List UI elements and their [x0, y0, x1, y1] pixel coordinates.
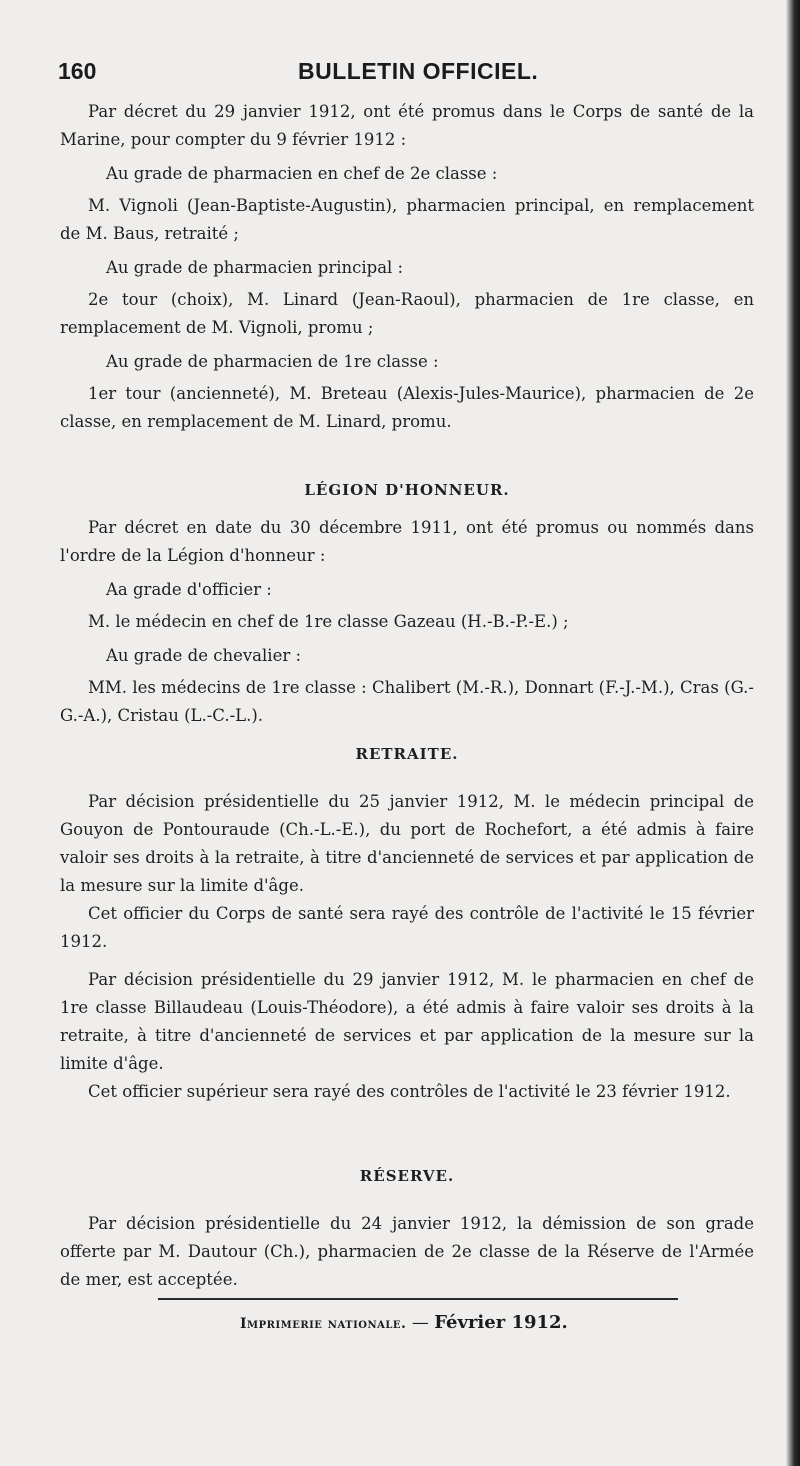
grade-heading-pharmacien-1re: Au grade de pharmacien de 1re classe : — [106, 352, 439, 371]
grade-heading-chevalier: Au grade de chevalier : — [106, 646, 302, 665]
running-title: BULLETIN OFFICIEL. — [298, 58, 539, 84]
promotion-line-vignoli: M. Vignoli (Jean-Baptiste-Augustin), pharmacien principal, en remplacement de M. Baus, retraité ; — [60, 196, 754, 243]
footer-imprint — [240, 1312, 568, 1333]
retraite-paragraph-1: Par décision présidentielle du 25 janvier 1912, M. le médecin principal de Gouyon de Pontouraude (Ch.-L.-E.), du port de Rochefort, a été admis à faire valoir ses droits à la retraite, à titre d'ancienneté de services et par application de la mesure sur la limite d'âge. — [60, 792, 754, 895]
imprint-date: Février 1912. — [434, 1312, 568, 1333]
imprint-dash: — — [406, 1313, 435, 1333]
grade-heading-pharmacien-chef: Au grade de pharmacien en chef de 2e classe : — [106, 164, 498, 183]
page-number: 160 — [58, 58, 97, 84]
section-heading-reserve: RÉSERVE. — [359, 1167, 455, 1185]
page-header — [58, 58, 758, 94]
grade-heading-officier: Aa grade d'officier : — [106, 580, 272, 599]
promotion-line-breteau: 1er tour (ancienneté), M. Breteau (Alexis-Jules-Maurice), pharmacien de 2e classe, en remplacement de M. Linard, promu. — [60, 384, 754, 431]
nomination-line-gazeau: M. le médecin en chef de 1re classe Gazeau (H.-B.-P.-E.) ; — [88, 612, 569, 631]
section-heading-retraite: RETRAITE. — [355, 745, 459, 763]
legion-paragraph: Par décret en date du 30 décembre 1911, ont été promus ou nommés dans l'ordre de la Légion d'honneur : — [60, 518, 754, 565]
promotion-line-linard: 2e tour (choix), M. Linard (Jean-Raoul), pharmacien de 1re classe, en remplacement de M. Vignoli, promu ; — [60, 290, 754, 337]
footer-rule — [158, 1298, 678, 1300]
scan-edge-shadow — [786, 0, 800, 1466]
nomination-line-chevaliers: MM. les médecins de 1re classe : Chalibert (M.-R.), Donnart (F.-J.-M.), Cras (G.-G.-A.), Cristau (L.-C.-L.). — [60, 678, 754, 725]
intro-paragraph: Par décret du 29 janvier 1912, ont été promus dans le Corps de santé de la Marine, pour compter du 9 février 1912 : — [60, 102, 754, 149]
reserve-paragraph: Par décision présidentielle du 24 janvier 1912, la démission de son grade offerte par M. Dautour (Ch.), pharmacien de 2e classe de la Réserve de l'Armée de mer, est acceptée. — [60, 1214, 754, 1289]
imprint-name: Imprimerie nationale. — [240, 1316, 407, 1332]
page-body — [60, 98, 754, 1294]
retraite-paragraph-3: Par décision présidentielle du 29 janvier 1912, M. le pharmacien en chef de 1re classe Billaudeau (Louis-Théodore), a été admis à faire valoir ses droits à la retraite, à titre d'ancienneté de services et par application de la mesure sur la limite d'âge. — [60, 970, 754, 1073]
grade-heading-pharmacien-principal: Au grade de pharmacien principal : — [106, 258, 404, 277]
section-heading-legion: LÉGION D'HONNEUR. — [304, 481, 510, 499]
retraite-paragraph-4: Cet officier supérieur sera rayé des contrôles de l'activité le 23 février 1912. — [88, 1082, 731, 1101]
retraite-paragraph-2: Cet officier du Corps de santé sera rayé des contrôle de l'activité le 15 février 1912. — [60, 904, 754, 951]
